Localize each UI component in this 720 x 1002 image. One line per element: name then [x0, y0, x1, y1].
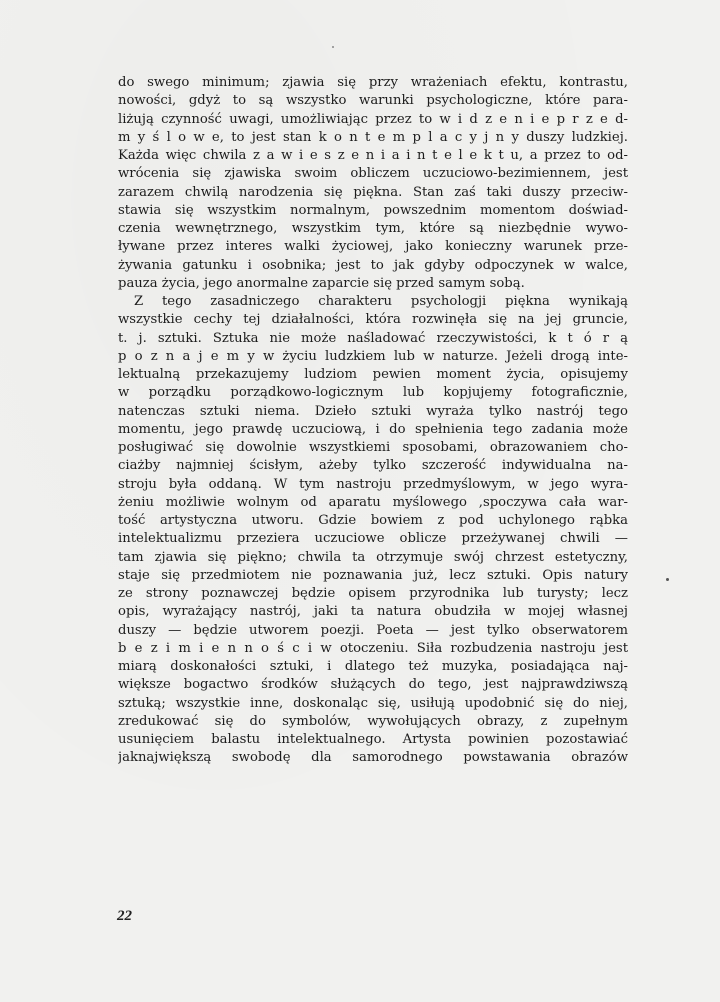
text-line: czenia wewnętrznego, wszystkim tym, które są niezbędnie wywo-	[118, 221, 628, 236]
text-line: m y ś l o w e, to jest stan k o n t e m p l a c y j n y duszy ludzkiej.	[118, 129, 628, 145]
text-line: duszy — będzie utworem poezji. Poeta — jest tylko obserwatorem	[118, 622, 628, 638]
text-line: zarazem chwilą narodzenia się piękna. Stan zaś taki duszy przeciw-	[118, 184, 628, 200]
text-line: opis, wyrażający nastrój, jaki ta natura obudziła w mojej własnej	[118, 604, 628, 620]
page-number: 22	[117, 908, 132, 924]
text-line: pauza życia, jego anormalne zaparcie się przed samym sobą.	[118, 275, 525, 291]
text-line: zredukować się do symbolów, wywołujących obrazy, z zupełnym	[118, 713, 628, 729]
body-text	[118, 74, 628, 768]
text-line: p o z n a j e m y w życiu ludzkiem lub w naturze. Jeżeli drogą inte-	[118, 348, 628, 364]
text-line: stroju była oddaną. W tym nastroju przedmyślowym, w jego wyra-	[118, 476, 628, 492]
text-line: posługiwać się dowolnie wszystkiemi sposobami, obrazowaniem cho-	[118, 440, 628, 455]
text-line: ływane przez interes walki życiowej, jako konieczny warunek prze-	[118, 239, 628, 255]
text-line: sztuką; wszystkie inne, doskonaląc się, usiłują upodobnić się do niej,	[118, 695, 628, 711]
text-line: do swego minimum; zjawia się przy wrażeniach efektu, kontrastu,	[118, 75, 628, 90]
text-line: liżują czynność uwagi, umożliwiając przez to w i d z e n i e p r z e d-	[118, 111, 628, 127]
text-line: żeniu możliwie wolnym od aparatu myślowego ,spoczywa cała war-	[118, 494, 628, 510]
paragraph-start-line: Z tego zasadniczego charakteru psychologji piękna wynikają	[134, 294, 628, 309]
text-line: nowości, gdyż to są wszystko warunki psychologiczne, które para-	[118, 93, 628, 109]
text-line: lektualną przekazujemy ludziom pewien moment życia, opisujemy	[118, 367, 628, 382]
text-line: ciażby najmniej ścisłym, ażeby tylko szczerość indywidualna na-	[118, 458, 628, 474]
text-line: staje się przedmiotem nie poznawania już, lecz sztuki. Opis natury	[118, 567, 628, 583]
paper-speck	[332, 46, 334, 48]
text-line: w porządku porządkowo-logicznym lub kopjujemy fotograficznie,	[118, 385, 628, 401]
text-line: natenczas sztuki niema. Dzieło sztuki wyraża tylko nastrój tego	[118, 403, 628, 419]
text-line: jaknajwiększą swobodę dla samorodnego powstawania obrazów	[118, 750, 628, 766]
text-line: ze strony poznawczej będzie opisem przyrodnika lub turysty; lecz	[118, 586, 628, 601]
text-line: intelektualizmu przeziera uczuciowe oblicze przeżywanej chwili —	[118, 531, 628, 547]
paper-speck	[666, 578, 669, 581]
text-line: wszystkie cechy tej działalności, która rozwinęła się na jej gruncie,	[118, 312, 628, 328]
text-line: tość artystyczna utworu. Gdzie bowiem z pod uchylonego rąbka	[118, 513, 628, 528]
text-line: usunięciem balastu intelektualnego. Artysta powinien pozostawiać	[118, 732, 628, 747]
text-line: b e z i m i e n n o ś c i w otoczeniu. Siła rozbudzenia nastroju jest	[118, 640, 628, 656]
text-line: momentu, jego prawdę uczuciową, i do spełnienia tego zadania może	[118, 421, 628, 437]
text-line: większe bogactwo środków służących do tego, jest najprawdziwszą	[118, 677, 628, 693]
text-line: Każda więc chwila z a w i e s z e n i a i n t e l e k t u, a przez to od-	[118, 148, 628, 163]
text-line: miarą doskonałości sztuki, i dlatego też muzyka, posiadająca naj-	[118, 659, 628, 674]
text-line: t. j. sztuki. Sztuka nie może naśladować rzeczywistości, k t ó r ą	[118, 330, 628, 346]
text-line: wrócenia się zjawiska swoim obliczem uczuciowo-bezimiennem, jest	[118, 166, 628, 182]
text-line: stawia się wszystkim normalnym, powszednim momentom doświad-	[118, 202, 628, 218]
text-line: tam zjawia się piękno; chwila ta otrzymuje swój chrzest estetyczny,	[118, 549, 628, 565]
text-line: żywania gatunku i osobnika; jest to jak gdyby odpoczynek w walce,	[118, 257, 628, 273]
